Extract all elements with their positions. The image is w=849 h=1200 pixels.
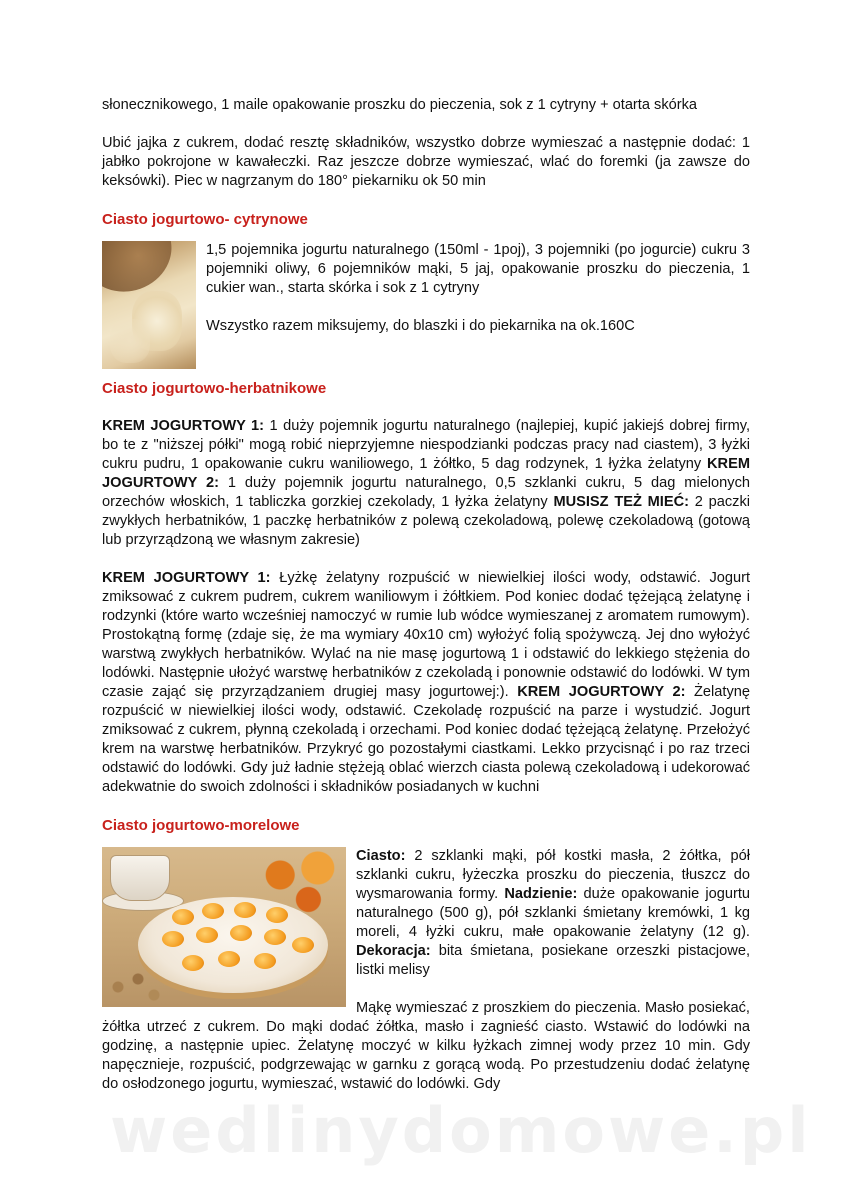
krem2-label: KREM JOGURTOWY 2: — [102, 456, 750, 491]
recipe-title-lemon: Ciasto jogurtowo- cytrynowe — [102, 211, 308, 228]
lemon-ingredients: 1,5 pojemnika jogurtu naturalnego (150ml - 1poj), 3 pojemniki (po jogurcie) cukru 3 pojemniki oliwy, 6 pojemników mąki, 5 jaj, opakowanie proszku do pieczenia, 1 cukier wan., starta skórka i sok z 1 cytryny — [206, 242, 750, 296]
biscuit-method — [102, 569, 750, 797]
musisz-text: 2 paczki zwykłych herbatników, 1 paczkę herbatników z polewą czekoladową, polewę czekoladową (gotową lub przyrządzoną we własnym zakresie) — [102, 494, 750, 548]
krem1-text: 1 duży pojemnik jogurtu naturalnego (najlepiej, kupić jakiejś dobrej firmy, bo te z "niższej półki" mogą robić nieprzyjemne niespodzianki podczas pracy nad ciastem), 3 łyżki cukru pudru, 1 opakowanie cukru waniliowego, 1 żółtko, 5 dag rodzynek, 1 łyżka żelatyny — [102, 418, 750, 472]
recipe-title-biscuit: Ciasto jogurtowo-herbatnikowe — [102, 380, 327, 397]
ciasto-label: Ciasto: — [356, 848, 406, 864]
method2-label: KREM JOGURTOWY 2: — [517, 684, 686, 700]
watermark: wedlinydomowe.pl — [110, 1094, 812, 1167]
musisz-label: MUSISZ TEŻ MIEĆ: — [553, 494, 689, 510]
document-page — [102, 96, 750, 1094]
lemon-method: Wszystko razem miksujemy, do blaszki i do piekarnika na ok.160C — [206, 318, 635, 334]
ciasto-text: 2 szklanki mąki, pół kostki masła, 2 żółtka, pół szklanki cukru, łyżeczka proszku do pieczenia, tłuszcz do wysmarowania formy. — [356, 848, 750, 902]
krem2-text: 1 duży pojemnik jogurtu naturalnego, 0,5 szklanki cukru, 5 dag mielonych orzechów włoskich, 1 tabliczka gorzkiej czekolady, 1 łyżka żelatyny — [102, 475, 750, 510]
method1-text: Łyżkę żelatyny rozpuścić w niewielkiej ilości wody, odstawić. Jogurt zmiksować z cukrem pudrem, cukrem waniliowym i żółtkiem. Pod koniec dodać tężejącą żelatynę i rodzynki (które warto wcześniej namoczyć w rumie lub wódce wymieszanej z aromatem rumowym). Prostokątną formę (zdaje się, że ma wymiary 40x10 cm) wyłożyć folią spożywczą. Jej dno wyłożyć warstwą zwykłych herbatników. Wylać na nie masę jogurtową 1 i odstawić do lekkiego stężenia do lodówki. Następnie ułożyć warstwę herbatników z czekoladą i ponownie odstawić do lodówki. W tym czasie zająć się przyrządzaniem drugiej masy jogurtowej:). — [102, 570, 751, 700]
biscuit-ingredients — [102, 417, 750, 550]
nadzienie-label: Nadzienie: — [504, 886, 578, 902]
intro-line: słonecznikowego, 1 maile opakowanie proszku do pieczenia, sok z 1 cytryny + otarta skórka — [102, 97, 698, 113]
method2-text: Żelatynę rozpuścić w niewielkiej ilości wody, odstawić. Czekoladę rozpuścić na parze i wystudzić. Jogurt zmiksować z cukrem, płynną czekoladą i orzechami. Pod koniec dodać tężejącą żelatynę. Przełożyć krem na warstwę herbatników. Przykryć go pozostałymi ciastkami. Lekko przycisnąć i po raz trzeci odstawić do lodówki. Gdy już ładnie stężeją oblać wierzch ciasta polewą czekoladową i udekorować adekwatnie do swoich zdolności i składników posiadanych w kuchni — [102, 684, 750, 795]
apricot-cake-photo-icon — [102, 847, 346, 1007]
nadzienie-text: duże opakowanie jogurtu naturalnego (500 g), pół szklanki śmietany kremówki, 1 kg moreli, 4 łyżki cukru, małe opakowanie żelatyny (12 g). — [356, 886, 751, 940]
cake-slice-photo-icon — [102, 241, 196, 369]
apricot-method: Mąkę wymieszać z proszkiem do pieczenia. Masło posiekać, żółtka utrzeć z cukrem. Do mąki dodać żółtka, masło i zagnieść ciasto. Wstawić do lodówki na godzinę, a następnie upiec. Żelatynę moczyć w kilku łyżkach zimnej wody przez 10 min. Gdy napęcznieje, rozpuścić, podgrzewając w garnku z gorącą wodą. Po przestudzeniu dodać żelatynę do osłodzonego jogurtu, wymieszać, wstawić do lodówki. Gdy — [102, 1000, 750, 1092]
method1-label: KREM JOGURTOWY 1: — [102, 570, 271, 586]
intro-method: Ubić jajka z cukrem, dodać resztę składników, wszystko dobrze wymieszać a następnie dodać: 1 jabłko pokrojone w kawałeczki. Raz jeszcze dobrze wymieszać, wlać do foremki (ja zawsze do keksówki). Piec w nagrzanym do 180° piekarniku ok 50 min — [102, 135, 750, 189]
dekoracja-label: Dekoracja: — [356, 943, 431, 959]
recipe-title-apricot: Ciasto jogurtowo-morelowe — [102, 817, 300, 834]
dekoracja-text: bita śmietana, posiekane orzeszki pistacjowe, listki melisy — [356, 943, 750, 978]
krem1-label: KREM JOGURTOWY 1: — [102, 418, 265, 434]
